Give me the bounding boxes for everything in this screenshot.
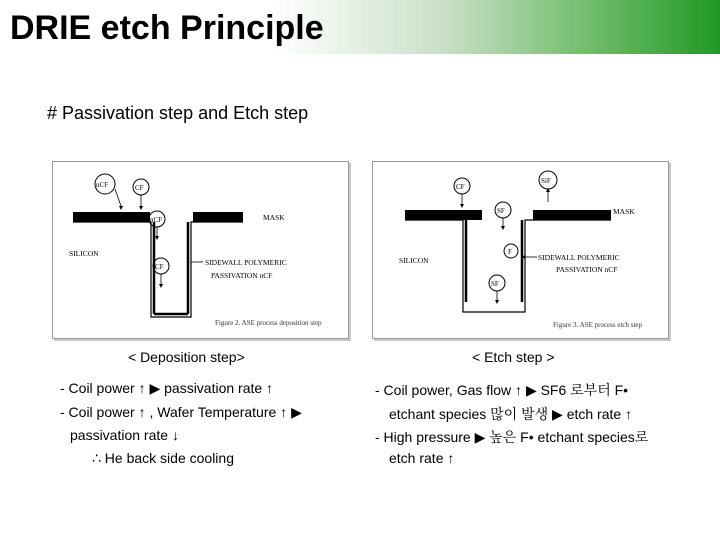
- sidewall-label-1: SIDEWALL POLYMERIC: [538, 253, 620, 262]
- cf-bottom-label: CF: [155, 263, 164, 271]
- right-bullet-1: - Coil power, Gas flow ↑ ▶ SF6 로부터 F•: [375, 382, 629, 398]
- figure-caption: Figure 2. ASE process deposition step: [215, 319, 322, 327]
- deposition-step-diagram: [52, 161, 349, 339]
- mask-left: [73, 212, 150, 222]
- left-conclusion: ∴ He back side cooling: [92, 450, 234, 466]
- left-bullet-1: - Coil power ↑ ▶ passivation rate ↑: [60, 380, 274, 396]
- right-bullet-1-cont: etchant species 많이 발생 ▶ etch rate ↑: [389, 406, 633, 422]
- sidewall-label-2: PASSIVATION nCF: [556, 265, 618, 274]
- cf-label: CF: [456, 183, 465, 191]
- deposition-step-caption: < Deposition step>: [128, 349, 245, 365]
- etch-step-diagram: [372, 161, 669, 339]
- ncf-mid-label: nCF: [150, 216, 163, 224]
- cf-label: CF: [135, 184, 144, 192]
- sidewall-label-2: PASSIVATION nCF: [211, 271, 273, 280]
- figure-caption: Figure 3. ASE process etch step: [553, 321, 643, 329]
- mask-label: MASK: [263, 213, 285, 222]
- mask-right: [193, 212, 243, 222]
- silicon-label: SILICON: [399, 256, 429, 265]
- sif-label: SiF: [541, 177, 551, 185]
- mask-label: MASK: [613, 207, 635, 216]
- silicon-label: SILICON: [69, 249, 99, 258]
- sf-top-label: SF: [497, 207, 505, 215]
- mask-left: [405, 210, 482, 220]
- sf-bottom-label: SF: [491, 280, 499, 288]
- right-bullet-2-cont: etch rate ↑: [389, 450, 455, 466]
- mask-right: [533, 210, 611, 220]
- slide-title: DRIE etch Principle: [10, 9, 324, 47]
- etch-step-caption: < Etch step >: [472, 349, 555, 365]
- section-heading: # Passivation step and Etch step: [47, 103, 309, 123]
- left-bullet-2: - Coil power ↑ , Wafer Temperature ↑ ▶: [60, 404, 302, 420]
- left-bullet-2-cont: passivation rate ↓: [70, 427, 179, 443]
- f-label: F: [508, 248, 512, 256]
- sidewall-label-1: SIDEWALL POLYMERIC: [205, 258, 287, 267]
- right-bullet-2: - High pressure ▶ 높은 F• etchant species로: [375, 429, 649, 445]
- ncf-top-label: nCF: [96, 181, 109, 189]
